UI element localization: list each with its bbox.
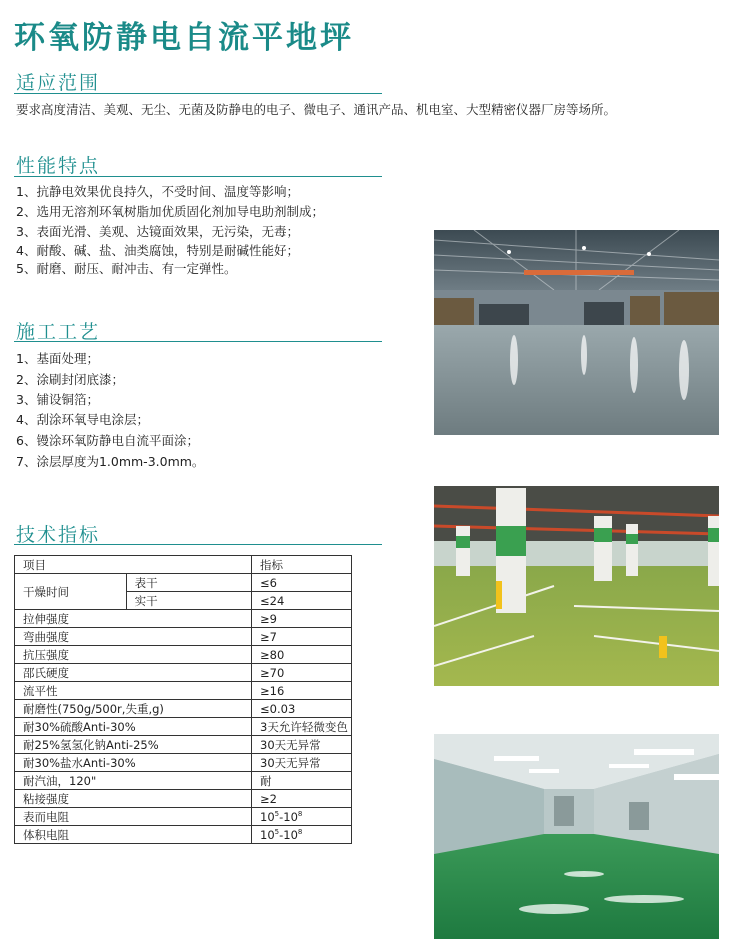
value-exponent: 8 [297, 809, 303, 818]
spec-item: 表而电阻 [15, 808, 252, 826]
spec-value: 3天允许轻微变色 [252, 718, 352, 736]
header-value: 指标 [252, 556, 352, 574]
scope-text: 要求高度清洁、美观、无尘、无菌及防静电的电子、微电子、通讯产品、机电室、大型精密仪器厂房等场所。 [16, 102, 617, 117]
feature-item: 4、耐酸、碱、盐、油类腐蚀，特别是耐碱性能好； [16, 243, 299, 258]
spec-item: 邵氏硬度 [15, 664, 252, 682]
spec-value: 30天无异常 [252, 754, 352, 772]
spec-value: ≥7 [252, 628, 352, 646]
spec-value: ≥70 [252, 664, 352, 682]
table-row [15, 574, 352, 592]
parking-garage-photo [434, 486, 719, 686]
spec-value [252, 826, 352, 844]
process-item: 3、铺设铜箔； [16, 392, 99, 407]
spec-item: 耐汽油，120" [15, 772, 252, 790]
drying-time-label: 干燥时间 [15, 574, 127, 610]
table-row [15, 628, 352, 646]
header-item: 项目 [15, 556, 252, 574]
table-row [15, 682, 352, 700]
spec-value [252, 808, 352, 826]
process-item: 4、刮涂环氧导电涂层； [16, 412, 149, 427]
feature-item: 5、耐磨、耐压、耐冲击、有一定弹性。 [16, 261, 237, 276]
value-base: 10 [260, 827, 275, 842]
page-title: 环氧防静电自流平地坪 [14, 20, 354, 56]
value-exponent: 8 [297, 827, 303, 836]
process-item: 2、涂刷封闭底漆； [16, 372, 124, 387]
spec-item: 抗压强度 [15, 646, 252, 664]
feature-item: 1、抗静电效果优良持久，不受时间、温度等影响； [16, 184, 299, 199]
factory-hall-photo [434, 230, 719, 435]
feature-item: 2、选用无溶剂环氧树脂加优质固化剂加导电助剂制成； [16, 204, 324, 219]
table-row [15, 646, 352, 664]
spec-item: 耐25%氢氢化钠Anti-25% [15, 736, 252, 754]
spec-value: ≤0.03 [252, 700, 352, 718]
spec-value: 耐 [252, 772, 352, 790]
scope-heading: 适应范围 [16, 72, 101, 94]
value-separator: -10 [279, 809, 298, 824]
scope-divider [14, 93, 382, 94]
drying-sub-label: 实干 [126, 592, 251, 610]
value-base: 10 [260, 809, 275, 824]
drying-value: ≤6 [252, 574, 352, 592]
drying-value: ≤24 [252, 592, 352, 610]
table-row [15, 790, 352, 808]
spec-value: 30天无异常 [252, 736, 352, 754]
spec-item: 耐30%盐水Anti-30% [15, 754, 252, 772]
spec-item: 流平性 [15, 682, 252, 700]
table-row [15, 610, 352, 628]
spec-item: 弯曲强度 [15, 628, 252, 646]
spec-value: ≥80 [252, 646, 352, 664]
process-heading: 施工工艺 [16, 321, 101, 343]
spec-item: 粘接强度 [15, 790, 252, 808]
table-row [15, 664, 352, 682]
spec-item: 拉伸强度 [15, 610, 252, 628]
table-row [15, 736, 352, 754]
features-divider [14, 176, 382, 177]
table-row [15, 718, 352, 736]
spec-value: ≥2 [252, 790, 352, 808]
spec-item: 耐30%硫酸Anti-30% [15, 718, 252, 736]
table-row [15, 808, 352, 826]
spec-item: 耐磨性(750g/500r,失重,g) [15, 700, 252, 718]
features-heading: 性能特点 [16, 155, 101, 177]
process-divider [14, 341, 382, 342]
process-item: 6、镘涂环氧防静电自流平面涂； [16, 433, 199, 448]
table-row [15, 826, 352, 844]
table-row [15, 772, 352, 790]
specs-divider [14, 544, 382, 545]
process-item: 1、基面处理； [16, 351, 99, 366]
spec-item: 体积电阻 [15, 826, 252, 844]
value-separator: -10 [279, 827, 298, 842]
feature-item: 3、表面光滑、美观、达镜面效果，无污染，无毒； [16, 224, 299, 239]
value-exponent: 5 [274, 809, 280, 818]
process-item: 7、涂层厚度为1.0mm-3.0mm。 [16, 454, 205, 469]
drying-sub-label: 表干 [126, 574, 251, 592]
cleanroom-corridor-photo [434, 734, 719, 939]
value-exponent: 5 [274, 827, 280, 836]
table-header-row [15, 556, 352, 574]
table-row [15, 754, 352, 772]
spec-value: ≥16 [252, 682, 352, 700]
table-row [15, 700, 352, 718]
spec-value: ≥9 [252, 610, 352, 628]
specs-heading: 技术指标 [16, 524, 101, 546]
spec-table [14, 555, 352, 844]
